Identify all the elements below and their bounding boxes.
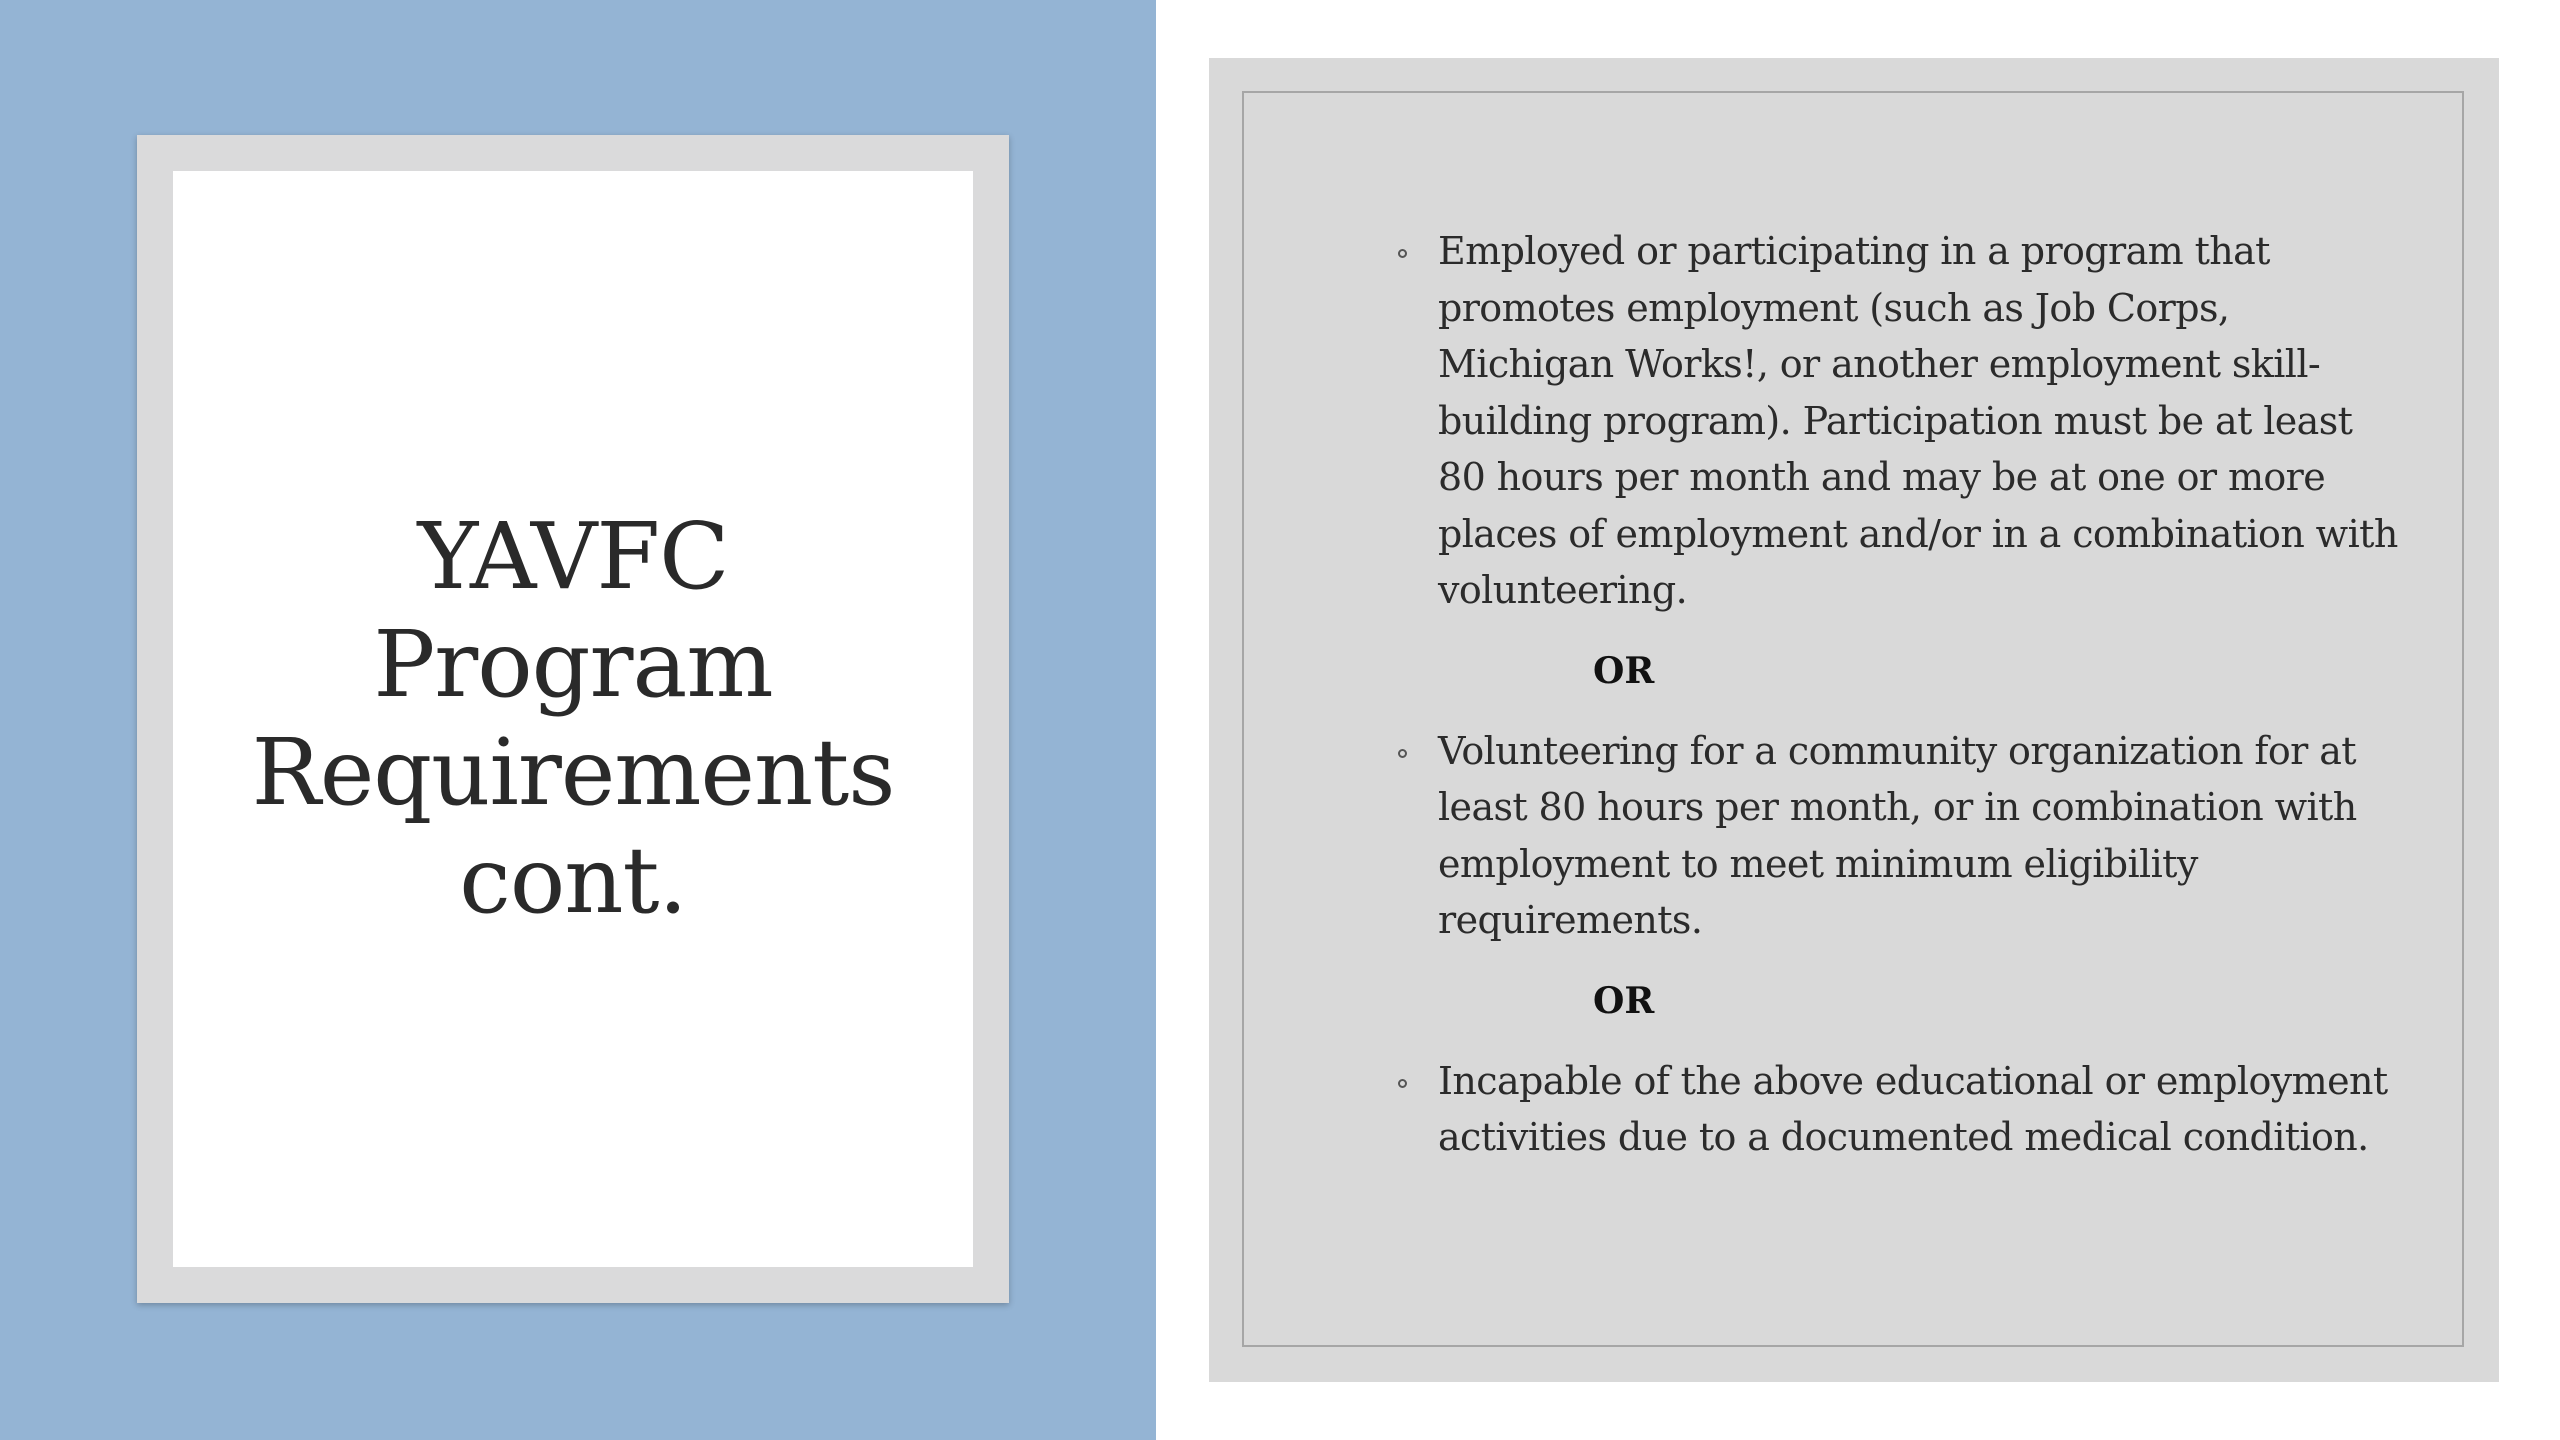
content-box [1242, 91, 2464, 1347]
separator-item [1398, 973, 2398, 1029]
separator-item [1398, 643, 2398, 699]
content-frame [1209, 58, 2499, 1382]
or-separator: OR [1593, 649, 1655, 692]
requirements-list [1398, 223, 2398, 1166]
hollow-circle-bullet-icon [1398, 249, 1407, 258]
hollow-circle-bullet-icon [1398, 1079, 1407, 1088]
requirement-text-volunteering: Volunteering for a community organization for at least 80 hours per month, or in combination with employment to meet minimum eligibility requirements. [1438, 728, 2357, 942]
hollow-circle-bullet-icon [1398, 749, 1407, 758]
or-separator: OR [1593, 979, 1655, 1022]
list-item [1398, 723, 2398, 949]
title-card [173, 171, 973, 1267]
list-item [1398, 223, 2398, 619]
requirement-text-employment: Employed or participating in a program that promotes employment (such as Job Corps, Michigan Works!, or another employment skill-building program). Participation must be at least 80 hours per month and may be at one or more places of employment and/or in a combination with volunteering. [1438, 229, 2398, 612]
left-blue-panel [0, 0, 1156, 1440]
slide-title: YAVFC Program Requirements cont. [251, 503, 895, 934]
list-item [1398, 1053, 2398, 1166]
requirement-text-medical: Incapable of the above educational or employment activities due to a documented medical condition. [1438, 1058, 2388, 1159]
title-frame [137, 135, 1009, 1303]
